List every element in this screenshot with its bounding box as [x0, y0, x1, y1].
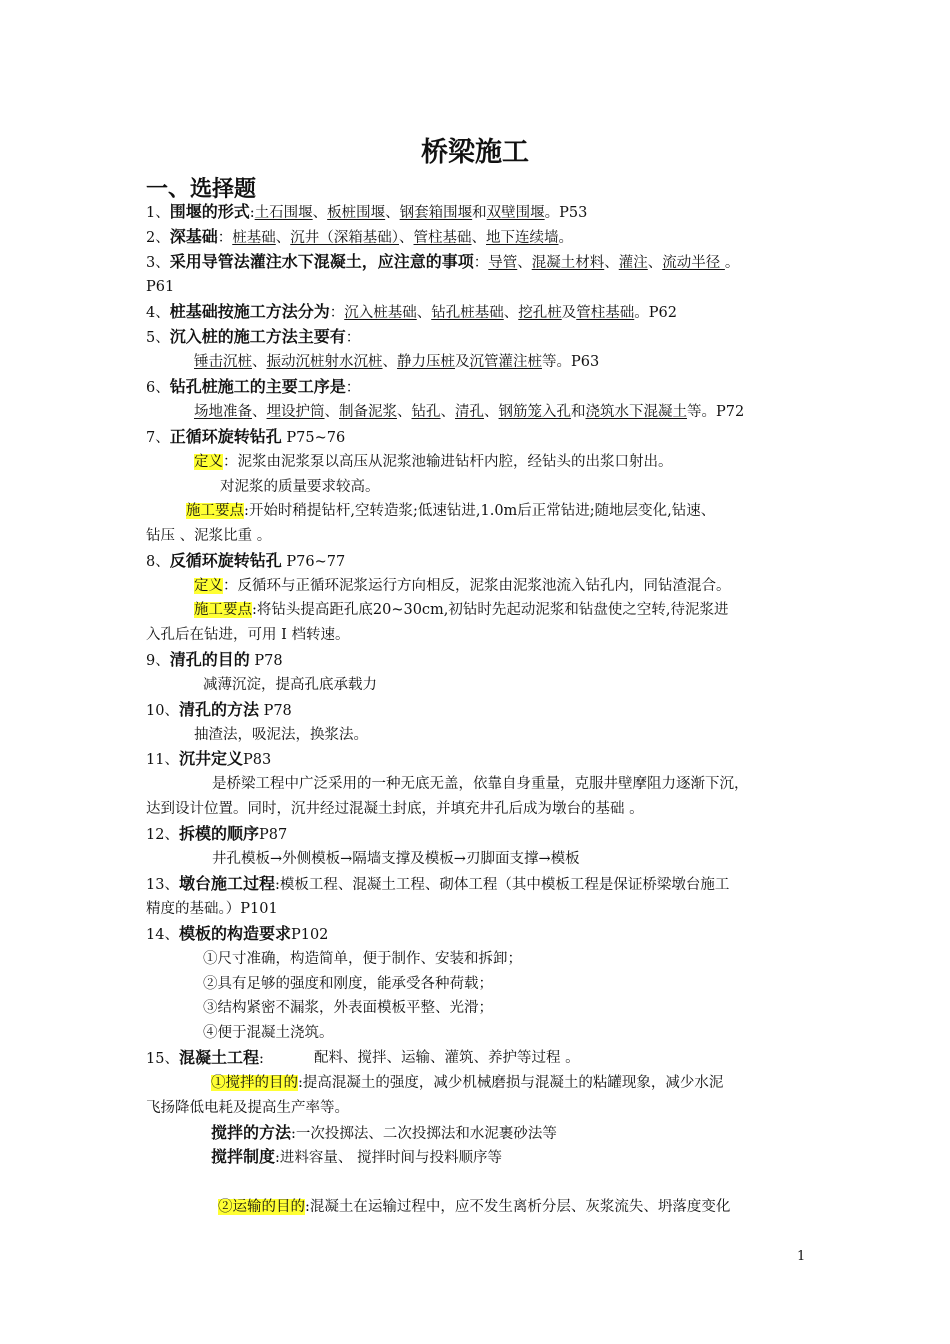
item-1: [146, 203, 587, 222]
item-number: 2、: [146, 230, 170, 246]
separator: 和: [571, 404, 586, 420]
separator: 、: [604, 255, 619, 271]
item-10-body: 抽渣法，吸泥法，换浆法。: [194, 727, 368, 743]
item-15-mixing-method: [211, 1124, 557, 1143]
item-number: 1、: [146, 205, 170, 221]
item-15-mixing-system: [211, 1148, 502, 1167]
item-heading: 采用导管法灌注水下混凝土，应注意的事项: [169, 252, 474, 271]
item-tail: 等。P72: [687, 404, 745, 420]
item-number: 5、: [146, 330, 170, 346]
item-heading: 围堰的形式: [169, 202, 250, 221]
separator: 、: [399, 230, 414, 246]
separator: 、: [647, 255, 663, 271]
list-item: ④便于混凝土浇筑。: [203, 1025, 334, 1041]
item-heading: 沉入桩的施工方法主要有: [169, 327, 346, 346]
item-tail: 。P53: [544, 205, 588, 221]
separator: 、: [312, 205, 328, 221]
definition-text: ：反循环与正循环泥浆运行方向相反，泥浆由泥浆池流入钻孔内，同钻渣混合。: [223, 578, 731, 594]
answer: 混凝土材料: [531, 255, 605, 271]
item-11-body: 是桥梁工程中广泛采用的一种无底无盖，依靠自身重量，克服井壁摩阻力逐渐下沉，: [212, 776, 749, 792]
item-13: [146, 875, 729, 894]
answer: 导管: [488, 255, 518, 271]
answer: 沉井（深箱基础）: [290, 230, 399, 246]
answer: 管柱基础: [576, 305, 635, 321]
answer: 双壁围堰: [486, 205, 545, 221]
colon: :: [249, 205, 255, 221]
item-11-body-cont: 达到设计位置。同时，沉井经过混凝土封底，并填充井孔后成为墩台的基础 。: [146, 801, 644, 817]
item-number: 7、: [146, 430, 170, 446]
answer: 钢筋笼入孔: [498, 404, 571, 420]
separator: 、: [471, 230, 486, 246]
separator: 和: [472, 205, 487, 221]
answer: 管柱基础: [413, 230, 472, 246]
item-heading: 钻孔桩施工的主要工序是: [169, 377, 346, 396]
item-12: [146, 825, 287, 844]
colon: ：: [329, 305, 345, 321]
item-7-points: [186, 502, 715, 520]
transport-text: :混凝土在运输过程中，应不发生离析分层、灰浆流失、坍落度变化: [305, 1199, 731, 1215]
item-heading: 桩基础按施工方法分为: [169, 302, 330, 321]
answer: 锤击沉桩: [194, 354, 252, 370]
item-13-body-cont: 精度的基础。）P101: [146, 901, 278, 917]
item-10: [146, 701, 292, 720]
section-heading: 一、选择题: [146, 177, 257, 202]
answer: 挖孔桩: [518, 305, 562, 321]
page-ref: P87: [258, 827, 288, 843]
item-8-points-cont: 入孔后在钻进，可用 I 档转速。: [146, 627, 350, 643]
item-tail: 。: [724, 255, 740, 271]
separator: 、: [503, 305, 519, 321]
item-3-continued: P61: [146, 279, 175, 295]
answer: 土石围堰: [254, 205, 313, 221]
answer: 浇筑水下混凝土: [585, 404, 687, 420]
item-5-answers: [194, 353, 599, 371]
item-6-answers: [194, 403, 744, 421]
item-number: 9、: [146, 653, 170, 669]
separator: 、: [397, 404, 412, 420]
separator: 、: [382, 354, 397, 370]
separator: 、: [324, 404, 339, 420]
definition-text: ：泥浆由泥浆泵以高压从泥浆池输进钻杆内腔，经钻头的出浆口射出。: [223, 454, 673, 470]
item-12-body: 井孔模板→外侧模板→隔墙支撑及模板→刃脚面支撑→模板: [212, 851, 580, 867]
answer: 制备泥浆: [339, 404, 397, 420]
item-7-definition: [194, 453, 673, 471]
item-heading: 沉井定义: [178, 749, 243, 768]
points-text: :将钻头提高距孔底20~30cm,初钻时先起动泥浆和钻盘使之空转,待泥浆进: [252, 602, 729, 618]
answer: 桩基础: [232, 230, 276, 246]
item-8: [146, 552, 345, 571]
answer: 振动沉桩射水沉桩: [266, 354, 383, 370]
item-tail: 。P62: [634, 305, 677, 321]
item-15-mixing-cont: 飞扬降低电耗及提高生产率等。: [146, 1100, 349, 1116]
points-text: :开始时稍提钻杆,空转造浆;低速钻进,1.0m后正常钻进;随地层变化,钻速、: [244, 503, 716, 519]
highlighted-label: ①搅拌的目的: [211, 1075, 298, 1091]
separator: 、: [484, 404, 499, 420]
item-6: [146, 378, 360, 397]
separator: 、: [275, 230, 291, 246]
answer: 板桩围堰: [327, 205, 386, 221]
method-text: :一次投掷法、二次投掷法和水泥裹砂法等: [291, 1126, 557, 1142]
separator: 、: [252, 404, 267, 420]
highlighted-label: 定义: [194, 454, 223, 470]
item-number: 15、: [146, 1051, 179, 1067]
bold-label: 搅拌制度: [211, 1147, 276, 1166]
separator: 及: [561, 305, 577, 321]
separator: 、: [385, 205, 400, 221]
item-heading: 拆模的顺序: [178, 824, 259, 843]
item-tail: 。: [558, 230, 573, 246]
page-ref: P83: [242, 752, 272, 768]
item-5: [146, 328, 360, 347]
item-3: [146, 253, 739, 272]
separator: 及: [455, 354, 470, 370]
item-number: 8、: [146, 554, 170, 570]
answer: 地下连续墙: [486, 230, 559, 246]
item-number: 4、: [146, 305, 170, 321]
answer: 钢套箱围堰: [399, 205, 473, 221]
item-14: [146, 925, 328, 944]
page-ref: P102: [290, 927, 329, 943]
item-body: :模板工程、混凝土工程、砌体工程（其中模板工程是保证桥梁墩台施工: [274, 877, 730, 893]
item-7-points-cont: 钻压 、泥浆比重 。: [146, 528, 272, 544]
item-number: 6、: [146, 380, 170, 396]
colon: ：: [345, 380, 361, 396]
item-tail: 等。P63: [542, 354, 600, 370]
item-15: [146, 1049, 264, 1068]
list-item: ③结构紧密不漏浆，外表面模板平整、光滑；: [203, 1000, 493, 1016]
answer: 钻孔: [411, 404, 441, 420]
item-heading: 模板的构造要求: [178, 924, 291, 943]
answer: 场地准备: [194, 404, 252, 420]
answer: 静力压桩: [397, 354, 455, 370]
item-number: 14、: [146, 927, 179, 943]
item-number: 11、: [146, 752, 179, 768]
highlighted-label: ②运输的目的: [218, 1199, 305, 1215]
bold-label: 搅拌的方法: [211, 1123, 292, 1142]
item-4: [146, 303, 677, 322]
highlighted-label: 定义: [194, 578, 223, 594]
colon: ：: [345, 330, 361, 346]
item-8-points: [194, 601, 729, 619]
answer: 沉入桩基础: [344, 305, 417, 321]
answer: 钻孔桩基础: [431, 305, 504, 321]
item-number: 13、: [146, 877, 179, 893]
page-ref: P78: [258, 703, 292, 719]
item-heading: 混凝土工程: [178, 1048, 259, 1067]
item-heading: 清孔的方法: [178, 700, 259, 719]
separator: 、: [416, 305, 432, 321]
answer: 埋设护筒: [266, 404, 325, 420]
colon: ：: [217, 230, 233, 246]
page-ref: P76~77: [281, 554, 346, 570]
page-ref: P75~76: [281, 430, 346, 446]
mixing-text: :提高混凝土的强度，减少机械磨损与混凝土的粘罐现象，减少水泥: [298, 1075, 724, 1091]
item-11: [146, 750, 271, 769]
item-heading: 墩台施工过程: [178, 874, 275, 893]
item-number: 3、: [146, 255, 170, 271]
item-15-mixing-purpose: [211, 1074, 723, 1092]
system-text: :进料容量、 搅拌时间与投料顺序等: [275, 1150, 503, 1166]
separator: 、: [517, 255, 532, 271]
item-2: [146, 228, 573, 247]
item-15-transport-purpose: [218, 1198, 730, 1216]
separator: 、: [440, 404, 455, 420]
list-item: ①尺寸准确，构造简单，便于制作、安装和拆卸；: [203, 951, 522, 967]
answer: 灌注: [618, 255, 648, 271]
page-ref: P78: [249, 653, 283, 669]
item-15-body: 配料、搅拌、运输、灌筑、养护等过程 。: [314, 1050, 580, 1066]
item-8-definition: [194, 577, 731, 595]
item-heading: 反循环旋转钻孔: [169, 551, 282, 570]
item-9: [146, 651, 283, 670]
item-7-definition-cont: 对泥浆的质量要求较高。: [220, 479, 380, 495]
item-9-body: 减薄沉淀，提高孔底承载力: [203, 677, 377, 693]
highlighted-label: 施工要点: [194, 602, 252, 618]
answer: 清孔: [455, 404, 484, 420]
colon: ：: [473, 255, 489, 271]
list-item: ②具有足够的强度和刚度，能承受各种荷载；: [203, 976, 493, 992]
item-number: 12、: [146, 827, 179, 843]
page-title: 桥梁施工: [421, 137, 529, 168]
colon: :: [258, 1051, 264, 1067]
item-heading: 深基础: [169, 227, 218, 246]
item-heading: 正循环旋转钻孔: [169, 427, 282, 446]
separator: 、: [252, 354, 267, 370]
item-7: [146, 428, 345, 447]
highlighted-label: 施工要点: [186, 503, 244, 519]
item-number: 10、: [146, 703, 179, 719]
answer: 流动半径: [662, 255, 725, 271]
answer: 沉管灌注桩: [469, 354, 542, 370]
page-number: 1: [797, 1249, 806, 1264]
item-heading: 清孔的目的: [169, 650, 250, 669]
